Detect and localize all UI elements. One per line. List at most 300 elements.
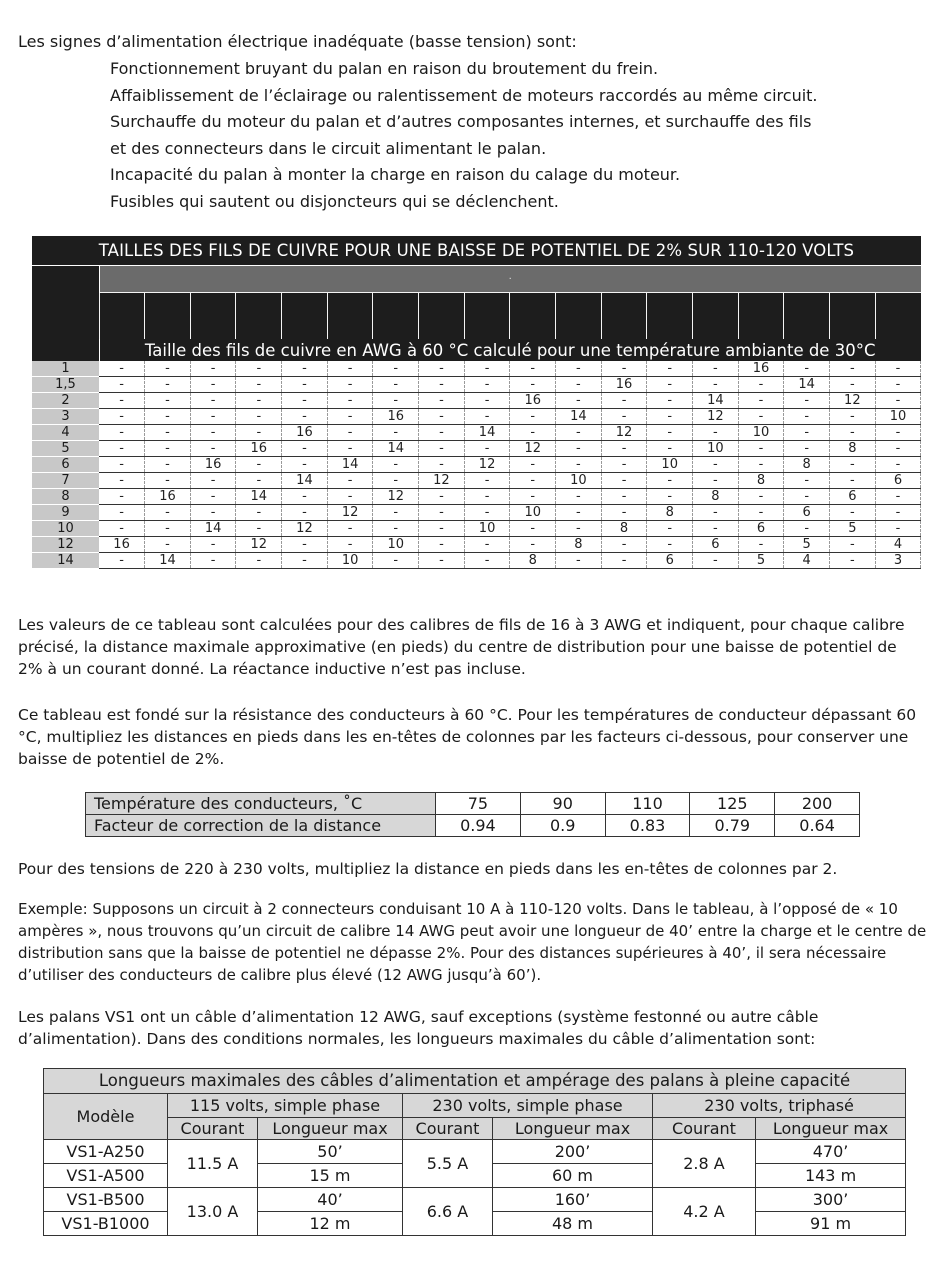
wire-size-cell: 6 bbox=[830, 489, 876, 505]
wire-size-cell: - bbox=[830, 473, 876, 489]
wire-size-cell: - bbox=[830, 361, 876, 377]
wire-size-cell: 12 bbox=[601, 425, 647, 441]
distance-header-cell bbox=[784, 293, 830, 340]
wire-size-cell: 12 bbox=[693, 409, 739, 425]
wire-size-cell: - bbox=[190, 425, 236, 441]
wire-size-cell: - bbox=[373, 521, 419, 537]
wire-size-cell: - bbox=[464, 441, 510, 457]
distance-header-cell bbox=[99, 293, 145, 340]
wire-size-cell: - bbox=[282, 489, 328, 505]
wire-size-cell: - bbox=[647, 393, 693, 409]
wire-size-cell: - bbox=[830, 425, 876, 441]
amperage-cell: 1,5 bbox=[32, 377, 99, 393]
wire-size-cell: - bbox=[464, 473, 510, 489]
wire-size-cell: - bbox=[875, 361, 921, 377]
wire-size-cell: 16 bbox=[145, 489, 191, 505]
wire-size-cell: - bbox=[419, 521, 465, 537]
distance-header-cell bbox=[556, 293, 602, 340]
wire-size-cell: - bbox=[464, 393, 510, 409]
current-cell: 11.5 A bbox=[168, 1140, 258, 1188]
table-row bbox=[32, 521, 921, 537]
wire-size-cell: 8 bbox=[830, 441, 876, 457]
wire-size-cell: - bbox=[647, 537, 693, 553]
wire-size-cell: - bbox=[373, 393, 419, 409]
wire-size-cell: - bbox=[693, 377, 739, 393]
wire-size-cell: - bbox=[282, 505, 328, 521]
table-row bbox=[32, 505, 921, 521]
group-230v-three-header: 230 volts, triphasé bbox=[653, 1094, 906, 1118]
wire-size-cell: - bbox=[419, 441, 465, 457]
correction-table bbox=[85, 792, 860, 837]
wire-size-cell: - bbox=[738, 537, 784, 553]
wire-size-cell: - bbox=[327, 473, 373, 489]
correction-temp-row bbox=[86, 793, 860, 815]
wire-size-cell: - bbox=[236, 425, 282, 441]
wire-size-cell: 8 bbox=[693, 489, 739, 505]
model-cell: VS1-B500 bbox=[44, 1188, 168, 1212]
wire-size-cell: - bbox=[875, 457, 921, 473]
wire-size-cell: 10 bbox=[556, 473, 602, 489]
table-row bbox=[32, 553, 921, 569]
model-header: Modèle bbox=[44, 1094, 168, 1140]
wire-size-cell: - bbox=[419, 377, 465, 393]
wire-size-cell: - bbox=[419, 425, 465, 441]
current-cell: 4.2 A bbox=[653, 1188, 756, 1236]
amperage-cell: 14 bbox=[32, 553, 99, 569]
distance-header-cell bbox=[738, 293, 784, 340]
wire-size-cell: - bbox=[282, 537, 328, 553]
wire-size-cell: - bbox=[145, 361, 191, 377]
wire-size-cell: 12 bbox=[464, 457, 510, 473]
sign-item: Fusibles qui sautent ou disjoncteurs qui se déclenchent. bbox=[110, 191, 559, 211]
wire-size-cell: - bbox=[875, 441, 921, 457]
wire-size-cell: - bbox=[236, 473, 282, 489]
wire-size-cell: - bbox=[327, 441, 373, 457]
current-cell: 13.0 A bbox=[168, 1188, 258, 1236]
wire-size-cell: - bbox=[282, 457, 328, 473]
wire-size-cell: - bbox=[419, 553, 465, 569]
wire-size-cell: - bbox=[373, 473, 419, 489]
wire-size-cell: 10 bbox=[693, 441, 739, 457]
wire-size-cell: 12 bbox=[327, 505, 373, 521]
wire-size-cell: 6 bbox=[693, 537, 739, 553]
wire-size-cell: - bbox=[99, 377, 145, 393]
current-header: Courant bbox=[403, 1118, 493, 1140]
wire-size-cell: - bbox=[373, 361, 419, 377]
wire-size-cell: - bbox=[236, 377, 282, 393]
wire-size-cell: - bbox=[282, 361, 328, 377]
wire-size-cell: - bbox=[556, 457, 602, 473]
maxlen-header: Longueur max bbox=[258, 1118, 403, 1140]
wire-size-cell: - bbox=[510, 409, 556, 425]
wire-size-cell: 3 bbox=[875, 553, 921, 569]
wire-table-distance-header-row bbox=[32, 293, 921, 340]
wire-size-cell: - bbox=[99, 457, 145, 473]
wire-size-cell: 10 bbox=[875, 409, 921, 425]
wire-size-cell: - bbox=[510, 521, 556, 537]
distance-header-cell bbox=[373, 293, 419, 340]
wire-size-cell: - bbox=[556, 361, 602, 377]
wire-size-cell: - bbox=[556, 393, 602, 409]
wire-size-cell: - bbox=[419, 537, 465, 553]
correction-temp-value: 110 bbox=[605, 793, 690, 815]
wire-size-cell: 8 bbox=[556, 537, 602, 553]
wire-size-cell: - bbox=[236, 505, 282, 521]
wire-size-cell: 12 bbox=[510, 441, 556, 457]
wire-size-cell: - bbox=[510, 537, 556, 553]
wire-size-cell: 10 bbox=[327, 553, 373, 569]
wire-size-cell: 12 bbox=[282, 521, 328, 537]
correction-factor-value: 0.83 bbox=[605, 815, 690, 837]
wire-size-cell: - bbox=[556, 489, 602, 505]
paragraph-table-explanation: Les valeurs de ce tableau sont calculées pour des calibres de fils de 16 à 3 AWG et indiquent, pour chaque calibre précisé, la distance maximale approximative (en pieds) du centre de distribution pour une baisse de potentiel de 2% à un courant donné. La réactance inductive n’est pas incluse. bbox=[18, 616, 905, 678]
wire-size-cell: - bbox=[738, 505, 784, 521]
wire-size-cell: - bbox=[601, 361, 647, 377]
distance-header-cell bbox=[282, 293, 328, 340]
wire-size-cell: - bbox=[282, 441, 328, 457]
wire-size-cell: - bbox=[784, 473, 830, 489]
wire-size-cell: - bbox=[190, 489, 236, 505]
model-cell: VS1-B1000 bbox=[44, 1212, 168, 1236]
wire-size-cell: - bbox=[145, 441, 191, 457]
amperage-cell: 5 bbox=[32, 441, 99, 457]
table-row bbox=[32, 409, 921, 425]
wire-size-cell: - bbox=[464, 489, 510, 505]
current-header: Courant bbox=[653, 1118, 756, 1140]
wire-size-cell: - bbox=[236, 457, 282, 473]
wire-size-cell: - bbox=[145, 537, 191, 553]
wire-size-cell: - bbox=[145, 457, 191, 473]
wire-size-cell: - bbox=[464, 377, 510, 393]
wire-size-cell: - bbox=[784, 441, 830, 457]
table-row bbox=[32, 441, 921, 457]
wire-size-cell: - bbox=[373, 377, 419, 393]
wire-size-cell: 8 bbox=[601, 521, 647, 537]
wire-size-cell: - bbox=[556, 521, 602, 537]
wire-size-cell: - bbox=[99, 393, 145, 409]
amperage-cell: 9 bbox=[32, 505, 99, 521]
wire-size-cell: 16 bbox=[601, 377, 647, 393]
wire-size-cell: - bbox=[830, 409, 876, 425]
table-row bbox=[32, 473, 921, 489]
table-row bbox=[32, 425, 921, 441]
wire-size-cell: - bbox=[464, 361, 510, 377]
amperage-cell: 6 bbox=[32, 457, 99, 473]
wire-size-cell: 14 bbox=[693, 393, 739, 409]
wire-size-cell: 12 bbox=[830, 393, 876, 409]
hoist-table-title: Longueurs maximales des câbles d’alimentation et ampérage des palans à pleine capacité bbox=[44, 1069, 906, 1094]
correction-factor-row bbox=[86, 815, 860, 837]
correction-temp-value: 200 bbox=[775, 793, 860, 815]
maxlen-header: Longueur max bbox=[756, 1118, 906, 1140]
maxlen-meter-cell: 48 m bbox=[493, 1212, 653, 1236]
wire-size-cell: 12 bbox=[373, 489, 419, 505]
wire-size-cell: - bbox=[327, 409, 373, 425]
wire-size-cell: - bbox=[190, 409, 236, 425]
wire-size-cell: - bbox=[556, 441, 602, 457]
amperage-cell: 2 bbox=[32, 393, 99, 409]
wire-size-cell: - bbox=[693, 457, 739, 473]
wire-size-cell: - bbox=[373, 425, 419, 441]
wire-size-cell: - bbox=[556, 505, 602, 521]
wire-size-cell: - bbox=[190, 377, 236, 393]
wire-table-body bbox=[32, 361, 921, 569]
wire-size-cell: - bbox=[647, 441, 693, 457]
wire-size-cell: - bbox=[327, 425, 373, 441]
wire-size-cell: - bbox=[327, 393, 373, 409]
wire-size-cell: - bbox=[647, 521, 693, 537]
wire-size-cell: - bbox=[693, 361, 739, 377]
maxlen-meter-cell: 15 m bbox=[258, 1164, 403, 1188]
wire-size-cell: - bbox=[830, 553, 876, 569]
wire-size-cell: - bbox=[601, 441, 647, 457]
wire-size-cell: 14 bbox=[145, 553, 191, 569]
paragraph-example: Exemple: Supposons un circuit à 2 connecteurs conduisant 10 A à 110-120 volts. Dans le tableau, à l’opposé de « 10 ampères », nous trouvons qu’un circuit de calibre 14 AWG peut avoir une longueur de 40’ entre la charge et le centre de distribution sans que la baisse de potentiel ne dépasse 2%. Pour des distances supérieures à 40’, il sera nécessaire d’utiliser des conducteurs de calibre plus élevé (12 AWG jusqu’à 60’). bbox=[18, 900, 927, 984]
maxlen-feet-cell: 160’ bbox=[493, 1188, 653, 1212]
wire-size-cell: 16 bbox=[190, 457, 236, 473]
wire-size-cell: 6 bbox=[784, 505, 830, 521]
wire-size-cell: - bbox=[464, 505, 510, 521]
wire-size-cell: - bbox=[327, 537, 373, 553]
wire-size-cell: - bbox=[373, 457, 419, 473]
wire-size-cell: - bbox=[145, 425, 191, 441]
wire-size-cell: - bbox=[282, 393, 328, 409]
table-row bbox=[32, 377, 921, 393]
distance-header-cell bbox=[190, 293, 236, 340]
distance-header-cell bbox=[464, 293, 510, 340]
wire-size-cell: 16 bbox=[510, 393, 556, 409]
wire-table-grey-band: · bbox=[99, 266, 921, 293]
maxlen-feet-cell: 40’ bbox=[258, 1188, 403, 1212]
wire-size-cell: - bbox=[601, 473, 647, 489]
wire-size-cell: - bbox=[647, 361, 693, 377]
wire-size-cell: 4 bbox=[875, 537, 921, 553]
wire-size-cell: 16 bbox=[738, 361, 784, 377]
wire-size-cell: - bbox=[601, 393, 647, 409]
wire-size-cell: - bbox=[190, 473, 236, 489]
wire-size-cell: - bbox=[236, 361, 282, 377]
wire-size-cell: 10 bbox=[647, 457, 693, 473]
wire-size-cell: 6 bbox=[875, 473, 921, 489]
wire-size-cell: - bbox=[738, 409, 784, 425]
wire-size-table bbox=[32, 236, 921, 569]
correction-factor-value: 0.79 bbox=[690, 815, 775, 837]
group-115v-header: 115 volts, simple phase bbox=[168, 1094, 403, 1118]
wire-size-cell: - bbox=[738, 377, 784, 393]
wire-size-cell: 12 bbox=[419, 473, 465, 489]
distance-header-cell bbox=[601, 293, 647, 340]
maxlen-meter-cell: 91 m bbox=[756, 1212, 906, 1236]
group-230v-single-header: 230 volts, simple phase bbox=[403, 1094, 653, 1118]
wire-size-cell: 16 bbox=[373, 409, 419, 425]
maxlen-meter-cell: 60 m bbox=[493, 1164, 653, 1188]
wire-size-cell: - bbox=[510, 377, 556, 393]
maxlen-feet-cell: 470’ bbox=[756, 1140, 906, 1164]
wire-size-cell: 8 bbox=[738, 473, 784, 489]
wire-size-cell: - bbox=[647, 489, 693, 505]
wire-size-cell: - bbox=[510, 489, 556, 505]
wire-size-cell: - bbox=[601, 553, 647, 569]
wire-size-cell: - bbox=[99, 473, 145, 489]
amperage-cell: 8 bbox=[32, 489, 99, 505]
wire-size-cell: 5 bbox=[738, 553, 784, 569]
wire-size-cell: 14 bbox=[327, 457, 373, 473]
wire-size-cell: - bbox=[464, 409, 510, 425]
wire-size-cell: - bbox=[738, 393, 784, 409]
correction-temp-value: 90 bbox=[520, 793, 605, 815]
wire-size-cell: - bbox=[830, 457, 876, 473]
distance-header-cell bbox=[875, 293, 921, 340]
table-row bbox=[32, 489, 921, 505]
table-row bbox=[44, 1188, 906, 1212]
correction-factor-value: 0.64 bbox=[775, 815, 860, 837]
wire-size-cell: - bbox=[875, 489, 921, 505]
distance-header-cell bbox=[693, 293, 739, 340]
wire-size-cell: - bbox=[693, 505, 739, 521]
table-row bbox=[32, 393, 921, 409]
signs-intro: Les signes d’alimentation électrique inadéquate (basse tension) sont: bbox=[18, 32, 577, 51]
wire-size-cell: - bbox=[601, 489, 647, 505]
paragraph-temperature-note: Ce tableau est fondé sur la résistance des conducteurs à 60 °C. Pour les températures de conducteur dépassant 60 °C, multipliez les distances en pieds dans les en-têtes de colonnes par les facteurs ci-dessous, pour conserver une baisse de potentiel de 2%. bbox=[18, 706, 917, 768]
wire-size-cell: - bbox=[647, 409, 693, 425]
amperage-cell: 10 bbox=[32, 521, 99, 537]
wire-size-cell: - bbox=[464, 537, 510, 553]
wire-size-cell: 10 bbox=[510, 505, 556, 521]
wire-size-cell: - bbox=[556, 553, 602, 569]
sign-item: Fonctionnement bruyant du palan en raison du broutement du frein. bbox=[110, 59, 659, 78]
wire-size-cell: - bbox=[145, 377, 191, 393]
sign-item: Surchauffe du moteur du palan et d’autres composantes internes, et surchauffe des fils bbox=[110, 112, 812, 131]
wire-size-cell: - bbox=[190, 441, 236, 457]
amperage-cell: 4 bbox=[32, 425, 99, 441]
current-cell: 2.8 A bbox=[653, 1140, 756, 1188]
wire-size-cell: - bbox=[738, 441, 784, 457]
wire-size-cell: - bbox=[282, 553, 328, 569]
wire-size-cell: - bbox=[99, 409, 145, 425]
current-cell: 6.6 A bbox=[403, 1188, 493, 1236]
wire-size-cell: - bbox=[693, 553, 739, 569]
wire-size-cell: - bbox=[601, 457, 647, 473]
wire-size-cell: - bbox=[601, 537, 647, 553]
wire-size-cell: - bbox=[190, 505, 236, 521]
wire-size-cell: 14 bbox=[373, 441, 419, 457]
wire-size-cell: - bbox=[556, 425, 602, 441]
wire-size-cell: 14 bbox=[784, 377, 830, 393]
maxlen-meter-cell: 12 m bbox=[258, 1212, 403, 1236]
wire-size-cell: - bbox=[464, 553, 510, 569]
wire-size-cell: - bbox=[784, 393, 830, 409]
table-row bbox=[44, 1140, 906, 1164]
wire-size-cell: - bbox=[190, 361, 236, 377]
wire-size-cell: - bbox=[830, 377, 876, 393]
wire-table-title: TAILLES DES FILS DE CUIVRE POUR UNE BAISSE DE POTENTIEL DE 2% SUR 110-120 VOLTS bbox=[32, 236, 921, 266]
amperage-cell: 12 bbox=[32, 537, 99, 553]
wire-size-cell: - bbox=[510, 361, 556, 377]
distance-header-cell bbox=[236, 293, 282, 340]
wire-size-cell: - bbox=[875, 505, 921, 521]
wire-size-cell: 14 bbox=[464, 425, 510, 441]
hoist-cable-table bbox=[43, 1068, 906, 1236]
wire-size-cell: 5 bbox=[830, 521, 876, 537]
distance-header-cell bbox=[145, 293, 191, 340]
sign-item: Incapacité du palan à monter la charge en raison du calage du moteur. bbox=[110, 165, 681, 184]
amperage-cell: 1 bbox=[32, 361, 99, 377]
wire-size-cell: - bbox=[830, 537, 876, 553]
wire-size-cell: - bbox=[830, 505, 876, 521]
wire-size-cell: - bbox=[647, 377, 693, 393]
table-row bbox=[32, 361, 921, 377]
wire-size-cell: - bbox=[419, 409, 465, 425]
wire-size-cell: - bbox=[282, 377, 328, 393]
wire-size-cell: 10 bbox=[373, 537, 419, 553]
wire-size-cell: - bbox=[419, 393, 465, 409]
wire-size-cell: 10 bbox=[738, 425, 784, 441]
current-header: Courant bbox=[168, 1118, 258, 1140]
wire-size-cell: - bbox=[556, 377, 602, 393]
wire-size-cell: 8 bbox=[647, 505, 693, 521]
wire-size-cell: - bbox=[647, 425, 693, 441]
wire-size-cell: - bbox=[875, 393, 921, 409]
wire-size-cell: - bbox=[510, 473, 556, 489]
paragraph-voltage-note: Pour des tensions de 220 à 230 volts, multipliez la distance en pieds dans les en-têtes de colonnes par 2. bbox=[18, 860, 838, 878]
correction-temp-value: 125 bbox=[690, 793, 775, 815]
wire-size-cell: - bbox=[145, 393, 191, 409]
sign-item: Affaiblissement de l’éclairage ou ralentissement de moteurs raccordés au même circuit. bbox=[110, 85, 818, 105]
wire-size-cell: - bbox=[373, 505, 419, 521]
maxlen-feet-cell: 50’ bbox=[258, 1140, 403, 1164]
wire-size-cell: 12 bbox=[236, 537, 282, 553]
wire-size-cell: 6 bbox=[738, 521, 784, 537]
wire-size-cell: - bbox=[236, 393, 282, 409]
current-cell: 5.5 A bbox=[403, 1140, 493, 1188]
wire-size-cell: 8 bbox=[784, 457, 830, 473]
maxlen-meter-cell: 143 m bbox=[756, 1164, 906, 1188]
model-cell: VS1-A500 bbox=[44, 1164, 168, 1188]
wire-size-cell: - bbox=[99, 489, 145, 505]
wire-size-cell: 14 bbox=[236, 489, 282, 505]
wire-size-cell: - bbox=[145, 409, 191, 425]
distance-header-cell bbox=[510, 293, 556, 340]
wire-size-cell: - bbox=[784, 489, 830, 505]
wire-size-cell: - bbox=[601, 409, 647, 425]
wire-size-cell: - bbox=[99, 505, 145, 521]
wire-size-cell: 16 bbox=[282, 425, 328, 441]
wire-size-cell: - bbox=[327, 521, 373, 537]
wire-table-corner bbox=[32, 266, 99, 362]
wire-size-cell: - bbox=[99, 441, 145, 457]
wire-size-cell: - bbox=[419, 489, 465, 505]
wire-size-cell: - bbox=[693, 521, 739, 537]
wire-size-cell: 8 bbox=[510, 553, 556, 569]
wire-size-cell: 16 bbox=[236, 441, 282, 457]
distance-header-cell bbox=[419, 293, 465, 340]
amperage-cell: 7 bbox=[32, 473, 99, 489]
maxlen-header: Longueur max bbox=[493, 1118, 653, 1140]
wire-size-cell: - bbox=[145, 473, 191, 489]
correction-factor-label: Facteur de correction de la distance bbox=[86, 815, 436, 837]
wire-size-cell: - bbox=[190, 553, 236, 569]
correction-temp-label: Température des conducteurs, ˚C bbox=[86, 793, 436, 815]
wire-size-cell: - bbox=[99, 521, 145, 537]
wire-size-cell: - bbox=[601, 505, 647, 521]
model-cell: VS1-A250 bbox=[44, 1140, 168, 1164]
maxlen-feet-cell: 300’ bbox=[756, 1188, 906, 1212]
wire-size-cell: - bbox=[875, 425, 921, 441]
wire-size-cell: 16 bbox=[99, 537, 145, 553]
wire-size-cell: - bbox=[419, 361, 465, 377]
wire-size-cell: - bbox=[875, 521, 921, 537]
wire-size-cell: - bbox=[99, 553, 145, 569]
